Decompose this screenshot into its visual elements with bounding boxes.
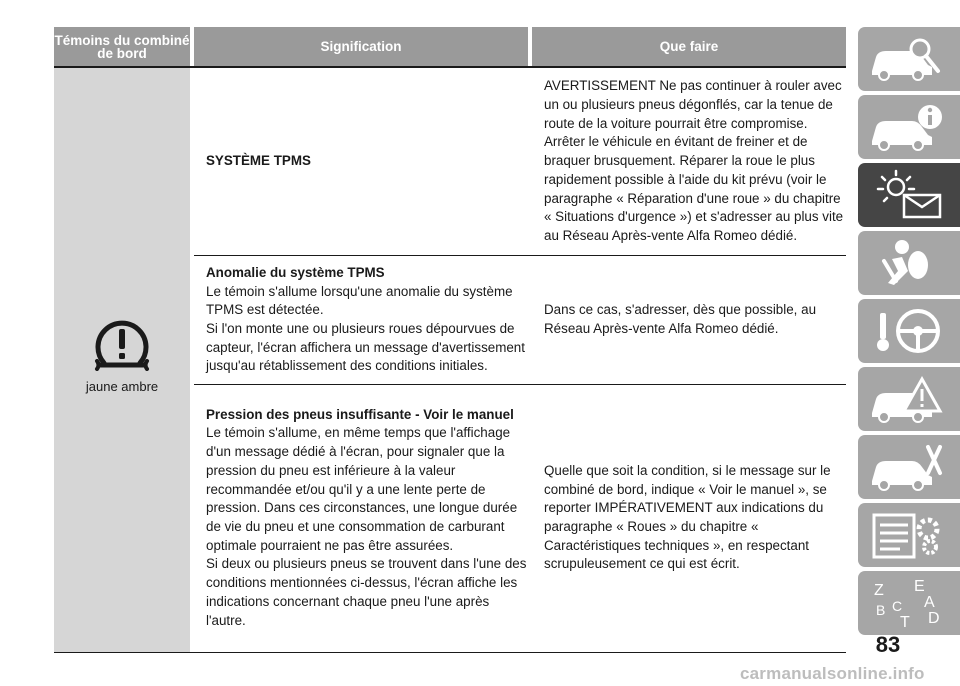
row3-meaning-title: Pression des pneus insuffisante - Voir le manuel xyxy=(206,406,514,422)
tab-technical-specifications[interactable] xyxy=(858,503,960,567)
specifications-icon xyxy=(866,507,952,563)
header-action: Que faire xyxy=(532,27,846,66)
steering-wheel-key-icon xyxy=(866,303,952,359)
tab-emergency[interactable] xyxy=(858,367,960,431)
row3-meaning xyxy=(206,385,528,651)
header-meaning: Signification xyxy=(194,27,528,66)
car-breakdown-icon xyxy=(866,371,952,427)
car-search-icon xyxy=(866,31,952,87)
row3-meaning-text-1: Le témoin s'allume, en même temps que l'affichage d'un message dédié à l'écran, pour signaler que la pression du pneu est inférieure à la valeur recommandée et/ou qu'il y a une lente perte de pression. Dans ces circonstances, une longue durée de vie du pneu et une consommation de carburant optimale pourraient ne pas être assurées. xyxy=(206,425,518,553)
row2-meaning xyxy=(206,256,528,384)
row2-meaning-text-2: Si l'on monte une ou plusieurs roues dépourvues de capteur, l'écran affichera un message d'avertissement jusqu'au rétablissement des conditions initiales. xyxy=(206,321,525,374)
warning-light-message-icon xyxy=(866,167,952,223)
tab-car-info[interactable] xyxy=(858,95,960,159)
row2-meaning-text-1: Le témoin s'allume lorsqu'une anomalie du système TPMS est détectée. xyxy=(206,283,513,318)
tab-warning-lights[interactable] xyxy=(858,163,960,227)
index-letter: C xyxy=(892,598,903,614)
row2-action-text: Dans ce cas, s'adresser, dès que possible, au Réseau Après-vente Alfa Romeo dédié. xyxy=(544,302,817,336)
tab-starting-driving[interactable] xyxy=(858,299,960,363)
tab-index[interactable] xyxy=(858,571,960,635)
tab-safety[interactable] xyxy=(858,231,960,295)
row1-action-text: AVERTISSEMENT Ne pas continuer à rouler avec un ou plusieurs pneus dégonflés, car la tenue de route de la voiture pourrait être compromise. Arrêter le véhicule en évitant de freiner et de braquer brusquement. Réparer la roue le plus rapidement possible à l'aide du kit prévu (voir le paragraphe « Réparation d'une roue » du chapitre « Situations d'urgence ») et s'adresser au plus vite au Réseau Après-vente Alfa Romeo dédié. xyxy=(544,78,844,243)
indicator-color-label: jaune ambre xyxy=(85,379,159,394)
airbag-seat-icon xyxy=(866,235,952,291)
row3-meaning-text-2: Si deux ou plusieurs pneus se trouvent dans l'une des conditions mentionnées ci-dessus, l'écran affiche les indications concernant chaque pneu l'une après l'autre. xyxy=(206,556,527,628)
index-letter: E xyxy=(914,578,925,595)
page-number: 83 xyxy=(875,632,901,657)
index-letter: B xyxy=(876,602,886,618)
row1-action xyxy=(544,68,844,255)
tpms-warning-icon xyxy=(91,315,153,371)
row1-meaning-title: SYSTÈME TPMS xyxy=(206,153,311,169)
index-letter: Z xyxy=(874,582,884,599)
index-letter: A xyxy=(924,594,935,611)
row3-action-text: Quelle que soit la condition, si le message sur le combiné de bord, indique « Voir le manuel », se reporter IMPÉRATIVEMENT aux indications du paragraphe « Roues » du chapitre « Caractéristiques techniques », en respectant scrupuleusement ce qui est écrit. xyxy=(544,462,831,572)
row2-action xyxy=(544,256,844,384)
row3-action xyxy=(544,385,844,651)
car-maintenance-icon xyxy=(866,439,952,495)
tab-car-overview[interactable] xyxy=(858,27,960,91)
index-letter: D xyxy=(928,610,940,627)
table-bottom-line xyxy=(54,652,846,653)
index-letter: T xyxy=(900,614,910,631)
tpms-warning-lamp xyxy=(54,315,190,394)
tab-maintenance[interactable] xyxy=(858,435,960,499)
watermark: carmanualsonline.info xyxy=(740,664,925,683)
row2-meaning-title: Anomalie du système TPMS xyxy=(206,264,385,280)
header-indicator: Témoins du combiné de bord xyxy=(54,27,190,66)
row1-meaning xyxy=(206,68,524,255)
alphabetical-index-icon xyxy=(866,575,952,631)
warning-light-table xyxy=(54,27,846,653)
car-info-icon xyxy=(866,99,952,155)
